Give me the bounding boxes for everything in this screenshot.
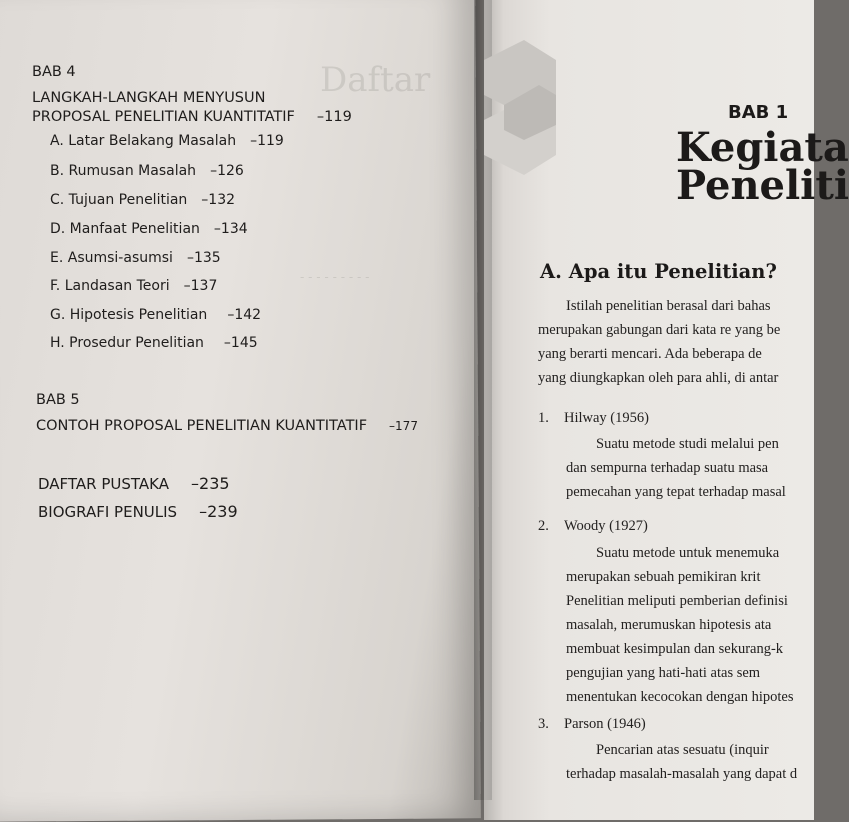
show-through-text: - - - - - - - - -: [300, 270, 370, 284]
toc-item-page: –137: [183, 278, 218, 294]
toc-item-page: –119: [250, 133, 284, 149]
toc-bab5-label: BAB 5: [36, 392, 80, 408]
toc-bab4-title-line1: LANGKAH-LANGKAH MENYUSUN: [32, 90, 266, 106]
toc-item: [50, 278, 217, 294]
toc-item: [50, 133, 284, 149]
toc-bab5-title-text: CONTOH PROPOSAL PENELITIAN KUANTITATIF: [36, 418, 368, 434]
toc-bab4-title-text: PROPOSAL PENELITIAN KUANTITATIF: [32, 109, 295, 125]
toc-item-label: G. Hipotesis Penelitian: [50, 307, 208, 323]
show-through-text: Daftar: [320, 60, 431, 100]
toc-bab5-page: –177: [389, 419, 418, 433]
toc-item-label: B. Rumusan Masalah: [50, 163, 197, 179]
toc-item-label: C. Tujuan Penelitian: [50, 192, 188, 208]
definition-source: Hilway (1956): [564, 410, 649, 426]
intro-line: yang diungkapkan oleh para ahli, di antar: [538, 370, 779, 386]
definition-line: pengujian yang hati-hati atas sem: [566, 665, 761, 681]
toc-item-label: E. Asumsi-asumsi: [50, 250, 173, 266]
toc-bab4-title-line2: [32, 109, 352, 125]
chapter-hexagon-ornament: [484, 40, 556, 190]
chapter-title-line1: Kegiata: [676, 124, 849, 171]
definition-line: Pencarian atas sesuatu (inquir: [596, 742, 769, 758]
definition-number: 1.: [538, 410, 549, 426]
toc-item-label: F. Landasan Teori: [50, 278, 170, 294]
definition-line: Suatu metode studi melalui pen: [596, 436, 779, 452]
definition-line: menentukan kecocokan dengan hipotes: [566, 689, 794, 705]
chapter-label: BAB 1: [728, 102, 789, 123]
toc-item-label: D. Manfaat Penelitian: [50, 221, 200, 237]
definition-line: Penelitian meliputi pemberian definisi: [566, 593, 788, 609]
toc-biografi-label: BIOGRAFI PENULIS: [38, 503, 178, 521]
toc-biografi-page: –239: [199, 502, 238, 521]
toc-item: [50, 221, 248, 237]
toc-item: [50, 163, 244, 179]
toc-item: [50, 192, 235, 208]
definition-number: 3.: [538, 716, 549, 732]
definition-number: 2.: [538, 518, 549, 534]
toc-daftar-pustaka: [38, 474, 230, 493]
definition-line: membuat kesimpulan dan sekurang-k: [566, 641, 784, 657]
toc-item-page: –135: [186, 250, 221, 266]
section-title: A. Apa itu Penelitian?: [540, 260, 777, 283]
toc-item-page: –134: [213, 221, 248, 237]
definition-source: Parson (1946): [564, 716, 646, 732]
intro-line: yang berarti mencari. Ada beberapa de: [538, 346, 762, 362]
toc-item: [50, 307, 261, 323]
toc-item-page: –142: [227, 307, 262, 323]
toc-bab5-title: [36, 418, 418, 434]
intro-line: merupakan gabungan dari kata re yang be: [538, 322, 781, 338]
toc-item-page: –145: [223, 335, 258, 351]
toc-item-page: –126: [210, 163, 244, 179]
definition-line: pemecahan yang tepat terhadap masal: [566, 484, 786, 500]
definition-line: dan sempurna terhadap suatu masa: [566, 460, 769, 476]
toc-item-label: H. Prosedur Penelitian: [50, 335, 204, 351]
toc-daftar-pustaka-page: –235: [191, 474, 230, 493]
toc-item-label: A. Latar Belakang Masalah: [50, 133, 237, 149]
toc-bab4-page: –119: [316, 109, 352, 125]
toc-item: [50, 250, 221, 266]
definition-line: masalah, merumuskan hipotesis ata: [566, 617, 772, 633]
intro-line: Istilah penelitian berasal dari bahas: [566, 298, 771, 314]
chapter-title-line2: Peneliti: [676, 162, 849, 209]
toc-biografi: [38, 502, 238, 521]
definition-line: terhadap masalah-masalah yang dapat d: [566, 766, 798, 782]
toc-bab4-label: BAB 4: [32, 64, 76, 80]
toc-item: [50, 335, 258, 351]
toc-item-page: –132: [201, 192, 236, 208]
toc-daftar-pustaka-label: DAFTAR PUSTAKA: [38, 475, 170, 493]
definition-source: Woody (1927): [564, 518, 648, 534]
definition-line: Suatu metode untuk menemuka: [596, 545, 780, 561]
definition-line: merupakan sebuah pemikiran krit: [566, 569, 761, 585]
